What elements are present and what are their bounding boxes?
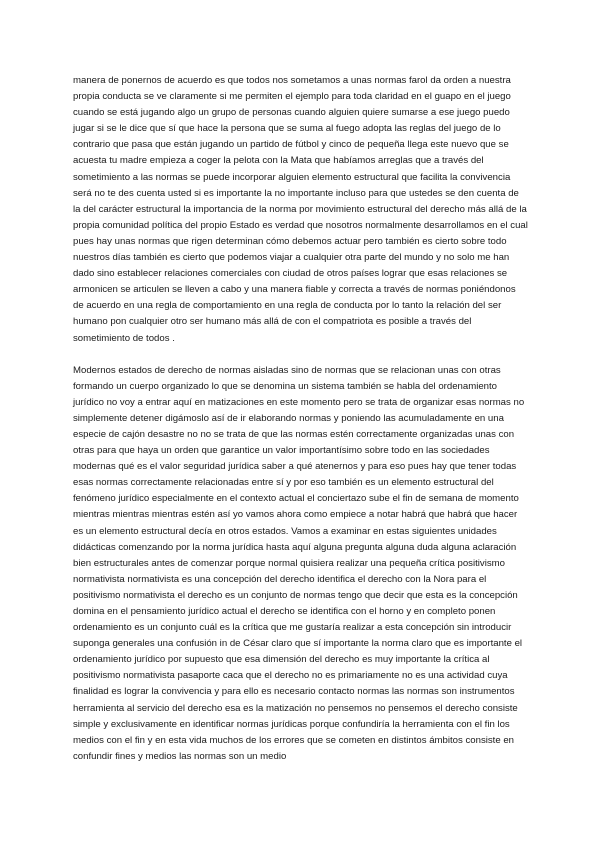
paragraph-2: Modernos estados de derecho de normas aisladas sino de normas que se relacionan unas con otras formando un cuerpo organizado lo que se denomina un sistema también se habla del ordenamiento jurídico no voy a entrar aquí en matizaciones en este momento pero se trata de organizar esas normas no simplemente detener digámoslo así de ir elaborando normas y poniendo las acumuladamente en una especie de cajón desastre no no se trata de que las normas estén correctamente organizadas unas con otras para que haya un orden que garantice un valor importantísimo sobre todo en las sociedades modernas qué es el valor seguridad jurídica saber a qué atenernos y para eso pues hay que tener todas esas normas correctamente relacionadas entre sí y por eso también es un elemento estructural del fenómeno jurídico especialmente en el contexto actual el conciertazo sube el fin de semana de momento mientras mientras mientras estén así yo vamos ahora como empiece a notar habrá que habrá que hacer es un elemento estructural decía en otros estados. Vamos a examinar en estas siguientes unidades didácticas comenzando por la norma jurídica hasta aquí alguna pregunta alguna duda alguna aclaración bien estructurales antes de comenzar porque normal quisiera realizar una pequeña crítica positivismo normativista normativista es una concepción del derecho identifica el derecho con la Nora para el positivismo normativista el derecho es un conjunto de normas tengo que decir que esta es la concepción domina en el pensamiento jurídico actual el derecho se identifica con el horno y en completo ponen ordenamiento es un conjunto cuál es la crítica que me gustaría realizar a esta concepción sin introducir suponga generales una confusión in de César claro que sí importante la norma claro que es importante el ordenamiento jurídico por supuesto que esa dimensión del derecho es muy importante la crítica al positivismo normativista pasaporte caca que el derecho no es primariamente no es una actividad cuya finalidad es lograr la convivencia y para ello es necesario contacto normas las normas son instrumentos herramienta al servicio del derecho esa es la matización no pensemos no pensemos el derecho consiste simple y exclusivamente en identificar normas jurídicas porque confundiría la herramienta con el fin los medios con el fin y en esta vida muchos de los errores que se cometen en distintos ámbitos consiste en confundir fines y medios las normas son un medio [73, 364, 525, 762]
document-body [73, 73, 528, 765]
paragraph-1: manera de ponernos de acuerdo es que todos nos sometamos a unas normas farol da orden a nuestra propia conducta se ve claramente si me permiten el ejemplo para toda claridad en el guapo en el juego cuando se está jugando algo un grupo de personas cuando alguien quiere sumarse a ese juego puedo jugar si se le dice que sí que hace la persona que se suma al fuego adopta las reglas del juego de lo contrario que pasa que están jugando un partido de fútbol y cinco de pequeña llega este nuevo que se acuesta tu madre empieza a coger la pelota con la Mata que habíamos arreglas que a través del sometimiento a las normas se puede incorporar alguien elemento estructural que facilita la convivencia será no te des cuenta usted si es importante la no importante incluso para que ustedes se den cuenta de la del carácter estructural la importancia de la norma por movimiento estructural del derecho más allá de la propia comunidad política del propio Estado es verdad que nosotros normalmente desarrollamos en el cual pues hay unas normas que rigen determinan cómo debemos actuar pero también es cierto sobre todo nuestros días también es cierto que podemos viajar a cualquier otra parte del mundo y no solo me han dado sino establecer relaciones comerciales con ciudad de otros países lograr que esas relaciones se armonicen se articulen se lleven a cabo y una manera fiable y correcta a través de normas poniéndonos de acuerdo en una regla de comportamiento en una regla de conducta por lo tanto la relación del ser humano pon cualquier otro ser humano más allá de con el compatriota es posible a través del sometimiento de todos . [73, 75, 528, 344]
